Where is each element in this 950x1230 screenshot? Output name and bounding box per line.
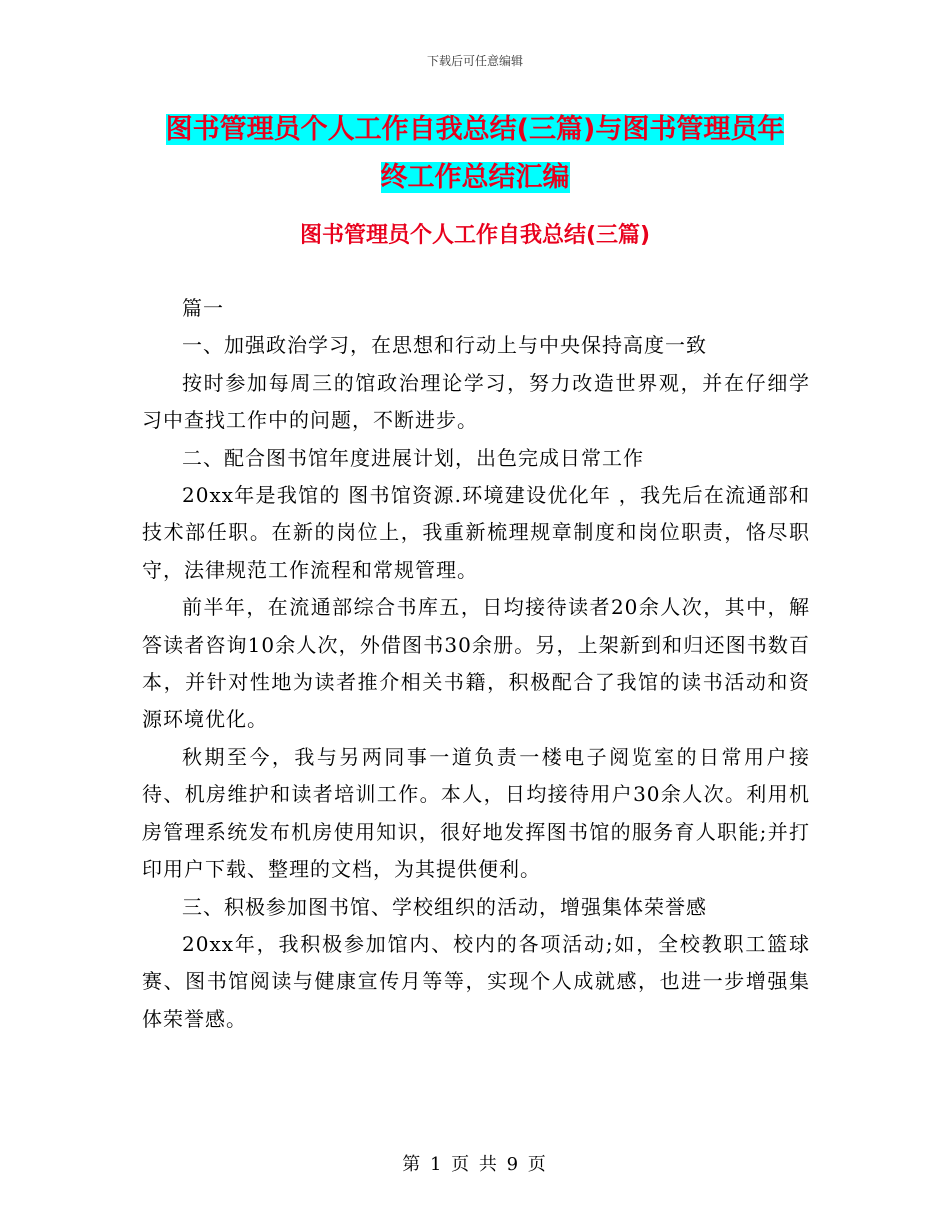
header-note: 下载后可任意编辑 <box>426 54 523 68</box>
document-title-line-2: 终工作总结汇编 <box>380 162 570 193</box>
paragraph: 三、积极参加图书馆、学校组织的活动，增强集体荣誉感 <box>182 894 707 919</box>
paragraph: 秋期至今，我与另两同事一道负责一楼电子阅览室的日常用户接待、机房维护和读者培训工作。本人，日均接待用户30余人次。利用机房管理系统发布机房使用知识，很好地发挥图书馆的服务育人职能;并打印用户下载、整理的文档，为其提供便利。 <box>142 744 810 882</box>
paragraph: 20xx年，我积极参加馆内、校内的各项活动;如，全校教职工篮球赛、图书馆阅读与健康宣传月等等，实现个人成就感，也进一步增强集体荣誉感。 <box>142 931 810 1031</box>
paragraph: 按时参加每周三的馆政治理论学习，努力改造世界观，并在仔细学习中查找工作中的问题，不断进步。 <box>142 370 810 433</box>
paragraph: 二、配合图书馆年度进展计划，出色完成日常工作 <box>182 445 644 470</box>
paragraph: 一、加强政治学习，在思想和行动上与中央保持高度一致 <box>182 333 707 358</box>
page-number: 第 1 页 共 9 页 <box>402 1154 548 1175</box>
paragraph: 前半年，在流通部综合书库五，日均接待读者20余人次，其中，解答读者咨询10余人次，外借图书30余册。另，上架新到和归还图书数百本，并针对性地为读者推介相关书籍，积极配合了我馆的读书活动和资源环境优化。 <box>142 595 810 732</box>
document-title <box>150 106 800 202</box>
document-title-line-1: 图书管理员个人工作自我总结(三篇)与图书管理员年 <box>165 114 785 145</box>
document-body <box>142 290 810 1038</box>
paragraph: 20xx年是我馆的 图书馆资源.环境建设优化年 ，我先后在流通部和技术部任职。在新的岗位上，我重新梳理规章制度和岗位职责，恪尽职守，法律规范工作流程和常规管理。 <box>142 483 810 582</box>
section-title: 图书管理员个人工作自我总结(三篇) <box>299 223 651 248</box>
paragraph: 篇一 <box>182 296 224 320</box>
